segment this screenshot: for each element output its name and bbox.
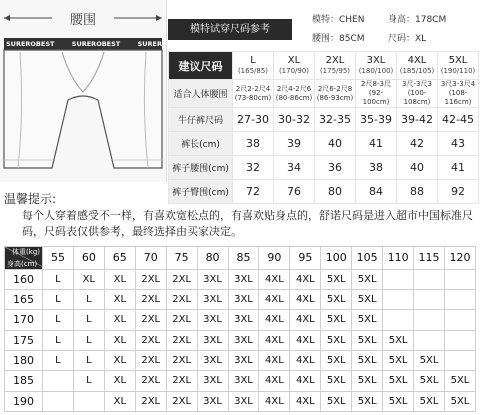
weight-header: 110 (383, 247, 414, 270)
size-cell: 4XL (259, 289, 290, 309)
size-cell: 2XL (166, 330, 197, 350)
size-cell: 5XL (352, 269, 383, 289)
size-cell: 3XL (228, 391, 259, 411)
size-cell: 5XL (383, 330, 414, 350)
size-cell: L (43, 350, 74, 370)
size-cell: 3XL (228, 350, 259, 370)
grid-row (5, 371, 476, 391)
size-cell: 3XL (197, 289, 228, 309)
size-cell: 2XL (166, 269, 197, 289)
size-cell: 2XL (135, 269, 166, 289)
size-cell (383, 310, 414, 330)
size-cell (414, 289, 445, 309)
size-cell: 5XL (383, 371, 414, 391)
corner-weight-label: 体重(kg) (12, 248, 40, 256)
size-cell (43, 391, 74, 411)
weight-header: 85 (228, 247, 259, 270)
size-cell (414, 310, 445, 330)
spec-cell: 41 (356, 132, 397, 156)
size-cell: L (43, 269, 74, 289)
grid-body (5, 269, 476, 412)
size-cell: 4XL (290, 391, 321, 411)
size-cell: 2XL (166, 371, 197, 391)
spec-cell: 39-42 (397, 108, 438, 132)
spec-cell: 76 (274, 180, 315, 204)
size-cell: 3XL (197, 371, 228, 391)
size-cell: 5XL (321, 391, 352, 411)
spec-cell: 32-35 (315, 108, 356, 132)
size-cell: L (43, 289, 74, 309)
size-cell: 2XL (135, 350, 166, 370)
size-cell: L (73, 310, 104, 330)
size-cell: 4XL (259, 269, 290, 289)
spec-cell: 3尺3-3尺4 (108-116cm) (438, 80, 479, 108)
weight-header: 100 (321, 247, 352, 270)
size-cell: L (43, 310, 74, 330)
size-cell: 4XL (290, 289, 321, 309)
size-cell (444, 289, 475, 309)
spec-cell: 3尺-3尺3 (100-108cm) (397, 80, 438, 108)
corner-height-label: 身高(cm) (7, 259, 38, 268)
size-cell (444, 269, 475, 289)
size-cell: 4XL (290, 330, 321, 350)
size-cell: 5XL (321, 289, 352, 309)
weight-header: 115 (414, 247, 445, 270)
weight-header: 120 (444, 247, 475, 270)
size-cell: 5XL (352, 289, 383, 309)
model-badge: 模特试穿尺码参考 (168, 19, 292, 40)
size-cell: 4XL (259, 371, 290, 391)
spec-cell: 2尺4-2尺6 (80-86cm) (274, 80, 315, 108)
weight-header: 55 (43, 247, 74, 270)
size-cell: 4XL (259, 330, 290, 350)
spec-row-label: 裤子腰围(cm) (169, 156, 233, 180)
weight-header-row (5, 247, 476, 270)
band-text: SUREROBEST (71, 40, 121, 48)
size-cell: 5XL (414, 350, 445, 370)
size-cell: 4XL (290, 371, 321, 391)
size-cell: 4XL (290, 350, 321, 370)
size-cell: 3XL (228, 310, 259, 330)
size-cell: 5XL (321, 330, 352, 350)
size-cell: XL (104, 391, 135, 411)
size-cell: XL (104, 310, 135, 330)
size-cell: 3XL (228, 289, 259, 309)
size-cell: 2XL (166, 310, 197, 330)
spec-cell: 2尺6-2尺8 (86-93cm) (315, 80, 356, 108)
height-header: 190 (5, 391, 43, 411)
spec-row-jeans (169, 108, 479, 132)
size-cell: 5XL (383, 391, 414, 411)
size-cell: 3XL (197, 350, 228, 370)
spec-cell: 34 (274, 156, 315, 180)
spec-cell: 84 (356, 180, 397, 204)
size-cell: 3XL (197, 310, 228, 330)
model-reference (168, 2, 468, 50)
size-cell: L (73, 350, 104, 370)
size-cell: 5XL (444, 371, 475, 391)
size-cell: 2XL (166, 391, 197, 411)
spec-cell: 43 (438, 132, 479, 156)
spec-cell: 2尺8-3尺 (92-100cm) (356, 80, 397, 108)
size-cell: 5XL (321, 269, 352, 289)
size-cell: 3XL (197, 391, 228, 411)
weight-header: 90 (259, 247, 290, 270)
height-header: 185 (5, 371, 43, 391)
size-cell: 2XL (135, 330, 166, 350)
size-cell (444, 350, 475, 370)
size-cell: 5XL (352, 350, 383, 370)
size-header: 5XL (190/110) (438, 52, 479, 80)
spec-cell: 38 (233, 132, 274, 156)
grid-row (5, 330, 476, 350)
grid-row (5, 350, 476, 370)
size-cell: 3XL (228, 330, 259, 350)
size-cell: 2XL (166, 350, 197, 370)
grid-row (5, 391, 476, 411)
spec-cell: 80 (315, 180, 356, 204)
size-cell: XL (104, 289, 135, 309)
height-header: 180 (5, 350, 43, 370)
height-header: 165 (5, 289, 43, 309)
spec-cell: 2尺2-2尺4 (73-80cm) (233, 80, 274, 108)
weight-header: 70 (135, 247, 166, 270)
size-cell: L (73, 371, 104, 391)
size-cell: 3XL (197, 330, 228, 350)
height-weight-size-grid (4, 246, 476, 412)
size-cell: XL (104, 269, 135, 289)
spec-row-label: 牛仔裤尺码 (169, 108, 233, 132)
spec-row-label: 裤长(cm) (169, 132, 233, 156)
waist-label: 腰围 (69, 13, 96, 28)
size-cell (414, 330, 445, 350)
weight-header: 80 (197, 247, 228, 270)
size-cell: 5XL (414, 391, 445, 411)
spec-cell: 42 (397, 132, 438, 156)
size-spec-table (168, 51, 479, 204)
weight-header: 75 (166, 247, 197, 270)
spec-cell: 36 (315, 156, 356, 180)
size-cell: 4XL (259, 391, 290, 411)
size-cell: XL (104, 350, 135, 370)
size-cell: 3XL (228, 371, 259, 391)
size-cell: 4XL (259, 310, 290, 330)
spec-cell: 30-32 (274, 108, 315, 132)
size-cell: 5XL (444, 391, 475, 411)
weight-header: 105 (352, 247, 383, 270)
weight-header: 60 (73, 247, 104, 270)
tip-text: 每个人穿着感受不一样，有喜欢宽松点的，有喜欢贴身点的，舒诺尺码是进入超市中国标准尺码，尺码表仅供参考，最终选择由买家决定。 (22, 209, 473, 238)
size-cell (414, 269, 445, 289)
size-cell (43, 371, 74, 391)
size-cell (383, 289, 414, 309)
spec-cell: 72 (233, 180, 274, 204)
model-height: 身高：178CM (388, 15, 447, 25)
size-cell (444, 330, 475, 350)
size-cell: 2XL (135, 310, 166, 330)
spec-title: 建议尺码 (169, 52, 233, 80)
size-header: 3XL (180/100) (356, 52, 397, 80)
size-cell: 3XL (228, 269, 259, 289)
spec-cell: 40 (315, 132, 356, 156)
shorts-illustration (0, 0, 167, 182)
size-header: 4XL (185/105) (397, 52, 438, 80)
size-cell: XL (104, 330, 135, 350)
spec-cell: 39 (274, 132, 315, 156)
spec-row-label: 适合人体腰围 (169, 80, 233, 108)
size-cell: 4XL (259, 350, 290, 370)
size-cell (383, 269, 414, 289)
size-cell: 2XL (135, 289, 166, 309)
grid-row (5, 289, 476, 309)
spec-header-row (169, 52, 479, 80)
size-cell: XL (73, 269, 104, 289)
grid-row (5, 269, 476, 289)
tip-title: 温馨提示: (4, 192, 57, 206)
size-cell: 2XL (135, 391, 166, 411)
size-cell (444, 310, 475, 330)
size-cell: 4XL (290, 310, 321, 330)
spec-cell: 27-30 (233, 108, 274, 132)
spec-cell: 41 (438, 156, 479, 180)
size-cell: 2XL (135, 371, 166, 391)
band-text: SURER (137, 40, 162, 48)
spec-cell: 88 (397, 180, 438, 204)
weight-header: 65 (104, 247, 135, 270)
size-cell: 5XL (321, 371, 352, 391)
size-cell: 5XL (352, 310, 383, 330)
size-info-header (0, 0, 480, 198)
size-cell: 3XL (197, 269, 228, 289)
height-header: 170 (5, 310, 43, 330)
size-cell: 5XL (321, 310, 352, 330)
size-cell: 5XL (321, 350, 352, 370)
model-name: 模特：CHEN (312, 15, 365, 25)
spec-cell: 35-39 (356, 108, 397, 132)
height-header: 160 (5, 269, 43, 289)
grid-corner (5, 247, 43, 270)
spec-cell: 42-45 (438, 108, 479, 132)
grid-row (5, 310, 476, 330)
size-cell: L (43, 330, 74, 350)
spec-row-label: 裤子臀围(cm) (169, 180, 233, 204)
size-cell: XL (104, 371, 135, 391)
spec-cell: 32 (233, 156, 274, 180)
size-cell: 5XL (352, 371, 383, 391)
size-header: 2XL (175/95) (315, 52, 356, 80)
model-waist: 腰围：85CM (312, 34, 365, 44)
model-size: 尺码：XL (388, 34, 427, 44)
spec-cell: 40 (397, 156, 438, 180)
waistband-text (6, 39, 162, 49)
spec-row-hip (169, 180, 479, 204)
size-cell: 5XL (352, 330, 383, 350)
spec-cell: 92 (438, 180, 479, 204)
size-cell: 5XL (383, 350, 414, 370)
size-cell: L (73, 330, 104, 350)
spec-cell: 38 (356, 156, 397, 180)
size-cell (73, 391, 104, 411)
spec-row-waist-fit (169, 80, 479, 108)
size-cell: 2XL (166, 289, 197, 309)
height-header: 175 (5, 330, 43, 350)
size-cell: 5XL (352, 391, 383, 411)
size-cell: 5XL (414, 371, 445, 391)
spec-row-waist (169, 156, 479, 180)
size-cell: L (73, 289, 104, 309)
spec-row-length (169, 132, 479, 156)
weight-header: 95 (290, 247, 321, 270)
size-header: XL (170/90) (274, 52, 315, 80)
size-header: L (165/85) (233, 52, 274, 80)
band-text: SUREROBEST (6, 40, 55, 48)
size-cell: 4XL (290, 269, 321, 289)
